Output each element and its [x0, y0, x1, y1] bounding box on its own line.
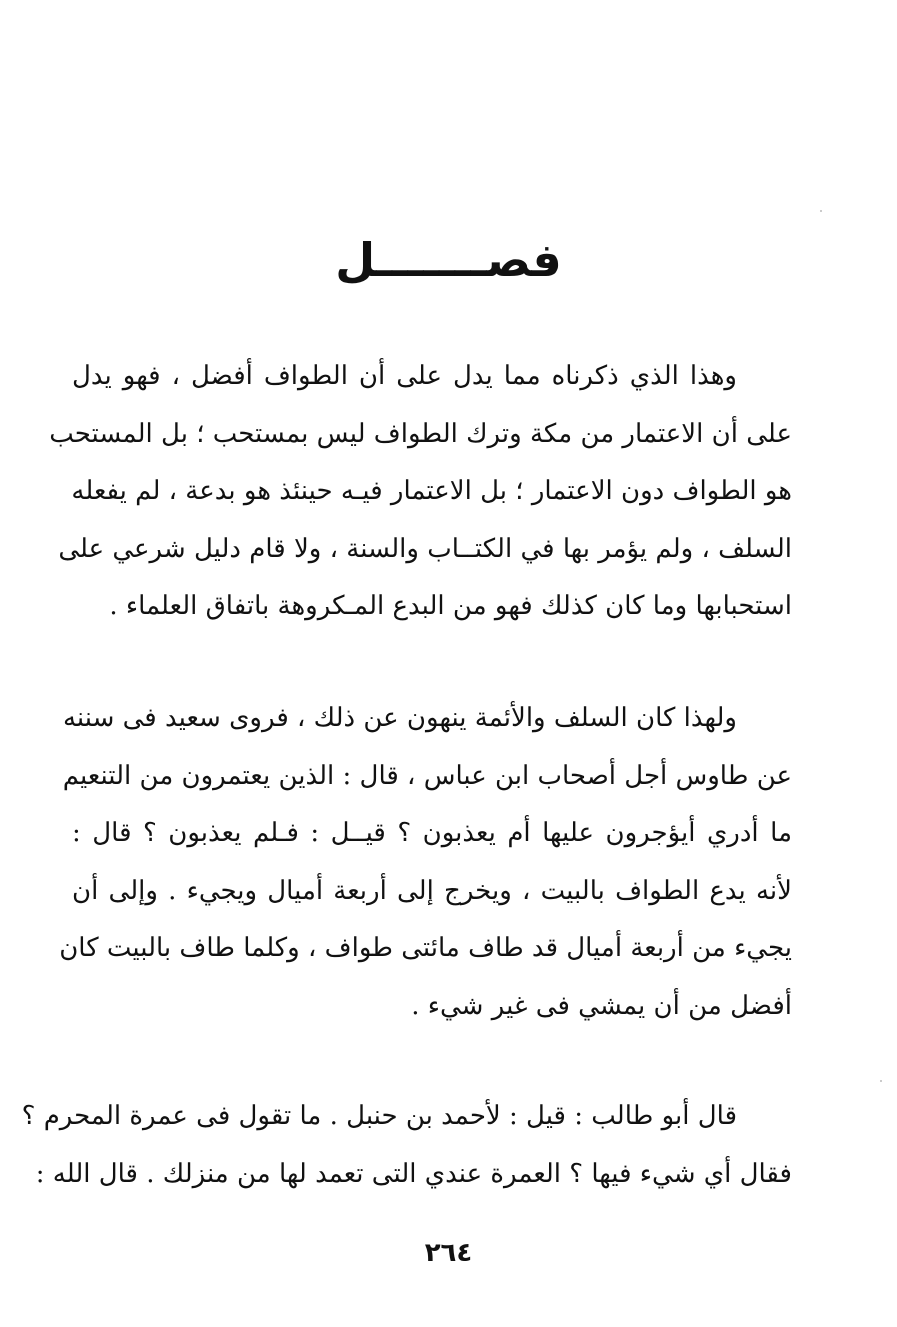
text-line: على أن الاعتمار من مكة وترك الطواف ليس بمستحب ؛ بل المستحب [49, 418, 792, 449]
text-line: استحبابها وما كان كذلك فهو من البدع المـكروهة باتفاق العلماء . [109, 591, 792, 621]
text-line: هو الطواف دون الاعتمار ؛ بل الاعتمار فيـه حينئذ هو بدعة ، لم يفعله [71, 476, 792, 506]
text-line: عن طاوس أجل أصحاب ابن عباس ، قال : الذين يعتمرون من التنعيم [62, 760, 792, 791]
paragraph-1 [49, 348, 792, 636]
section-heading-text: فصـــــــل [335, 233, 562, 287]
text-line: قال أبو طالب : قيل : لأحمد بن حنبل . ما تقول فى عمرة المحرم ؟ [21, 1101, 737, 1131]
text-line: وهذا الذي ذكرناه مما يدل على أن الطواف أفضل ، فهو يدل [72, 361, 737, 391]
text-line: ما أدري أيؤجرون عليها أم يعذبون ؟ قيــل : فـلم يعذبون ؟ قال : [72, 818, 792, 848]
paper-speck [820, 210, 822, 212]
text-line: فقال أي شيء فيها ؟ العمرة عندي التى تعمد لها من منزلك . قال الله : [35, 1158, 792, 1189]
text-line: أفضل من أن يمشي فى غير شيء . [411, 990, 792, 1021]
text-line: ولهذا كان السلف والأئمة ينهون عن ذلك ، فروى سعيد فى سننه [62, 703, 737, 733]
page-number: ٢٦٤ [424, 1238, 473, 1268]
text-line: لأنه يدع الطواف بالبيت ، ويخرج إلى أربعة أميال ويجيء . وإلى أن [72, 875, 792, 906]
text-line: السلف ، ولم يؤمر بها في الكتــاب والسنة ، ولا قام دليل شرعي على [58, 533, 792, 564]
paragraph-2 [59, 690, 792, 1035]
paper-speck [880, 1080, 882, 1082]
text-line: يجيء من أربعة أميال قد طاف مائتى طواف ، وكلما طاف بالبيت كان [59, 933, 792, 963]
paragraph-3 [21, 1088, 792, 1203]
section-heading [0, 225, 897, 295]
